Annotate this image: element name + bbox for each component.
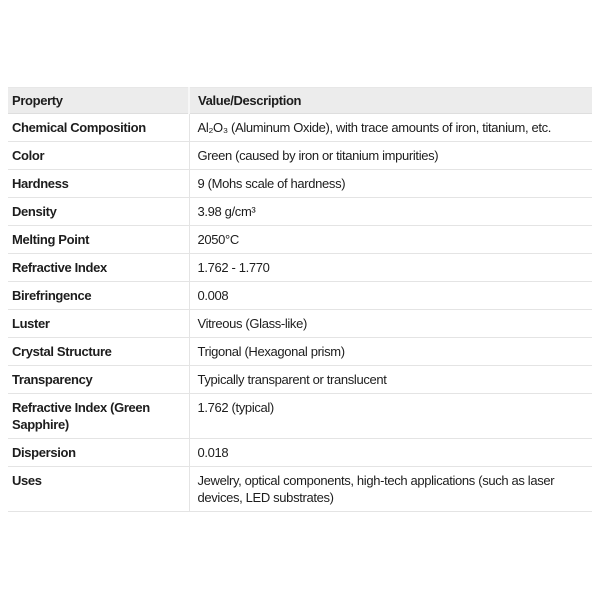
- table-row: [8, 113, 592, 141]
- value-cell: 0.018: [189, 438, 592, 466]
- value-cell: Typically transparent or translucent: [189, 365, 592, 393]
- property-cell: Refractive Index (Green Sapphire): [8, 393, 189, 438]
- value-cell: 1.762 - 1.770: [189, 253, 592, 281]
- value-cell: 0.008: [189, 281, 592, 309]
- property-cell: Uses: [8, 466, 189, 511]
- property-cell: Density: [8, 197, 189, 225]
- table-row: [8, 365, 592, 393]
- property-cell: Melting Point: [8, 225, 189, 253]
- table-row: [8, 281, 592, 309]
- table-row: [8, 438, 592, 466]
- value-cell: 9 (Mohs scale of hardness): [189, 169, 592, 197]
- property-cell: Chemical Composition: [8, 113, 189, 141]
- value-cell: Vitreous (Glass-like): [189, 309, 592, 337]
- table-row: [8, 466, 592, 511]
- table-row: [8, 197, 592, 225]
- table-header-row: [8, 88, 592, 114]
- table-row: [8, 169, 592, 197]
- property-cell: Refractive Index: [8, 253, 189, 281]
- table-row: [8, 253, 592, 281]
- column-header-property: Property: [8, 88, 189, 114]
- value-cell: Green (caused by iron or titanium impurities): [189, 141, 592, 169]
- value-cell: 2050°C: [189, 225, 592, 253]
- properties-table-container: [8, 87, 592, 512]
- table-row: [8, 337, 592, 365]
- table-row: [8, 309, 592, 337]
- property-cell: Transparency: [8, 365, 189, 393]
- property-cell: Crystal Structure: [8, 337, 189, 365]
- value-cell: 3.98 g/cm³: [189, 197, 592, 225]
- property-cell: Color: [8, 141, 189, 169]
- value-cell: 1.762 (typical): [189, 393, 592, 438]
- property-cell: Dispersion: [8, 438, 189, 466]
- property-cell: Birefringence: [8, 281, 189, 309]
- table-row: [8, 225, 592, 253]
- property-cell: Hardness: [8, 169, 189, 197]
- table-row: [8, 141, 592, 169]
- column-header-value: Value/Description: [189, 88, 592, 114]
- property-cell: Luster: [8, 309, 189, 337]
- value-cell: Jewelry, optical components, high-tech applications (such as laser devices, LED substrates): [189, 466, 592, 511]
- value-cell: Trigonal (Hexagonal prism): [189, 337, 592, 365]
- properties-table: [8, 87, 592, 512]
- table-row: [8, 393, 592, 438]
- value-cell: Al₂O₃ (Aluminum Oxide), with trace amounts of iron, titanium, etc.: [189, 113, 592, 141]
